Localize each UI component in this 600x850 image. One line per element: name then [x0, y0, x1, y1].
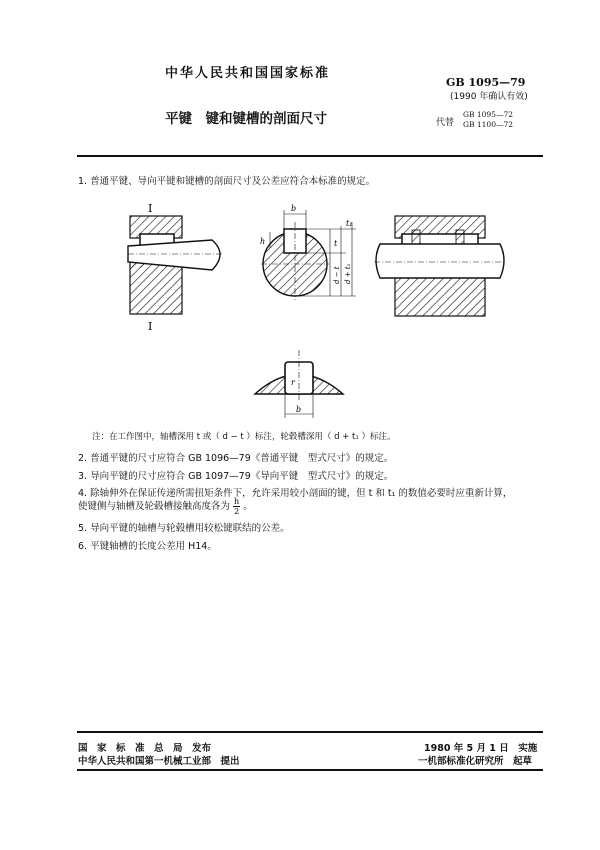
- bottom-view: [255, 350, 343, 418]
- fraction-denominator: 2: [234, 507, 240, 516]
- left-view: [128, 202, 222, 333]
- document-title: 平键 键和键槽的剖面尺寸: [165, 111, 327, 127]
- shaft-right: [376, 244, 504, 278]
- footer-drafter: 一机部标准化研究所 起草: [418, 756, 533, 767]
- paragraph-4b-text: 使键侧与轴槽及轮毂槽接触高度各为: [78, 501, 231, 512]
- dim-d-plus-t1: d + t₁: [344, 263, 352, 284]
- dim-b: b: [291, 204, 297, 213]
- footer-rule-top: [77, 731, 543, 733]
- radius-r: r: [291, 378, 295, 387]
- gb-code: GB 1095—79: [446, 76, 526, 89]
- replaces-label: 代替: [436, 118, 455, 128]
- paragraph-2: 2. 普通平键的尺寸应符合 GB 1096—79《普通平键 型式尺寸》的规定。: [78, 453, 394, 464]
- paragraph-4b-end: 。: [243, 501, 253, 512]
- footer-proposer: 中华人民共和国第一机械工业部 提出: [78, 756, 240, 767]
- fraction-numerator: h: [234, 497, 240, 506]
- paragraph-1: 1. 普通平键、导向平键和键槽的剖面尺寸及公差应符合本标准的规定。: [78, 176, 376, 187]
- dim-b-bottom: b: [296, 405, 302, 414]
- paragraph-4b: [78, 497, 253, 516]
- standard-title: 中华人民共和国国家标准: [165, 66, 331, 81]
- footer-rule-bottom: [77, 769, 543, 771]
- dim-t1: t₁: [346, 219, 353, 228]
- paragraph-4a: 4. 除轴伸外在保证传递所需扭矩条件下，允许采用较小剖面的键，但 t 和 t₁ 的数值必要时应重新计算，: [78, 488, 513, 499]
- paragraph-6: 6. 平键轴槽的长度公差用 H14。: [78, 541, 217, 552]
- footer-issuer: 国 家 标 准 总 局 发布: [78, 743, 212, 754]
- replaced-standard: GB 1095—72: [463, 110, 514, 119]
- dim-d-minus-t: d − t: [333, 266, 341, 284]
- replaced-standard: GB 1100—72: [463, 120, 514, 129]
- reaffirmed-note: (1990 年确认有效): [450, 92, 528, 102]
- right-view: [374, 216, 506, 316]
- paragraph-3: 3. 导向平键的尺寸应符合 GB 1097—79《导向平键 型式尺寸》的规定。: [78, 471, 394, 482]
- footer-effective-date: 1980 年 5 月 1 日 实施: [424, 743, 538, 754]
- drawing-note: 注：在工作图中，轴槽深用 t 或（ d − t ）标注，轮毂槽深用（ d + t₁ ）标注。: [92, 432, 396, 442]
- section-mark-top: I: [148, 202, 153, 215]
- dim-h: h: [260, 237, 266, 246]
- dim-t: t: [334, 239, 338, 248]
- paragraph-5: 5. 导向平键的轴槽与轮毂槽用较松键联结的公差。: [78, 523, 290, 534]
- section-mark-bottom: I: [148, 320, 153, 333]
- fraction-h-over-2: [233, 497, 240, 516]
- middle-view: [260, 204, 356, 300]
